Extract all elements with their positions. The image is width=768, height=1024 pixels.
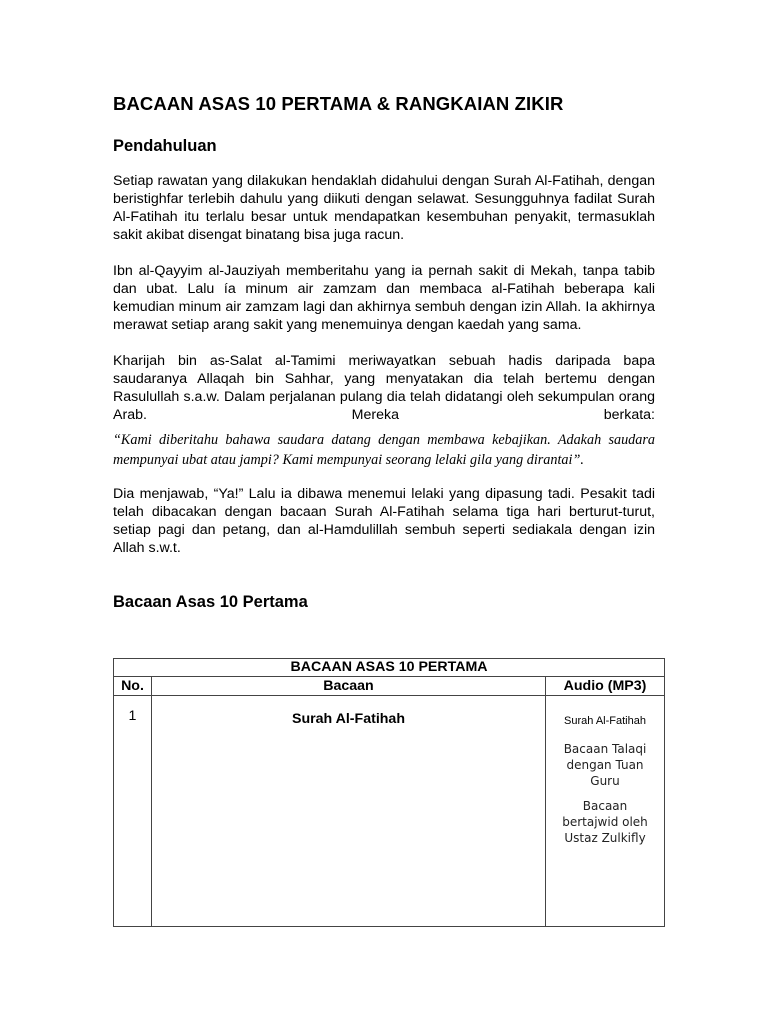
intro-paragraph-4: Dia menjawab, “Ya!” Lalu ia dibawa menemui lelaki yang dipasung tadi. Pesakit tadi telah dibacakan dengan bacaan Surah Al-Fatihah selama tiga hari berturut-turut, setiap pagi dan petang, dan al-Hamdulillah sembuh seperti sediakala dengan izin Allah s.w.t. bbox=[113, 486, 655, 556]
table-caption-row bbox=[114, 659, 665, 677]
table-caption: BACAAN ASAS 10 PERTAMA bbox=[114, 659, 665, 677]
table-header-row bbox=[114, 677, 665, 696]
intro-paragraph-1: Setiap rawatan yang dilakukan hendaklah didahului dengan Surah Al-Fatihah, dengan beristighfar terlebih dahulu yang diikuti dengan selawat. Sesungguhnya fadilat Surah Al-Fatihah itu terlalu besar untuk mendapatkan kesembuhan penyakit, termasuklah sakit akibat disengat binatang bisa juga racun. bbox=[113, 173, 655, 243]
header-audio: Audio (MP3) bbox=[546, 677, 665, 696]
row-bacaan-title: Surah Al-Fatihah bbox=[152, 696, 546, 927]
audio-note-talaqi[interactable]: Bacaan Talaqi dengan Tuan Guru bbox=[563, 742, 647, 788]
bacaan-section-heading: Bacaan Asas 10 Pertama bbox=[113, 593, 308, 611]
intro-paragraph-3: Kharijah bin as-Salat al-Tamimi meriwayatkan sebuah hadis daripada bapa saudaranya Allaqah bin Sahhar, yang menyatakan dia telah bertemu dengan Rasulullah s.a.w. Dalam perjalanan pulang dia telah didatangi oleh sekumpulan orang Arab. Mereka berkata: bbox=[113, 353, 655, 423]
hadith-quote: “Kami diberitahu bahawa saudara datang dengan membawa kebajikan. Adakah saudara mempunyai ubat atau jampi? Kami mempunyai seorang lelaki gila yang dirantai”. bbox=[113, 432, 655, 468]
row-number: 1 bbox=[114, 696, 152, 927]
audio-note-tajwid[interactable]: Bacaan bertajwid oleh Ustaz Zulkifly bbox=[562, 799, 648, 845]
bacaan-table bbox=[113, 658, 665, 927]
intro-paragraph-2: Ibn al-Qayyim al-Jauziyah memberitahu yang ia pernah sakit di Mekah, tanpa tabib dan ubat. Lalu ía minum air zamzam dan membaca al-Fatihah beberapa kali kemudian minum air zamzam lagi dan akhirnya sembuh dengan izin Allah. Ia akhirnya merawat setiap arang sakit yang menemuinya dengan kaedah yang sama. bbox=[113, 263, 655, 333]
table-row bbox=[114, 696, 665, 927]
audio-link-fatihah[interactable]: Surah Al-Fatihah bbox=[564, 715, 646, 727]
document-body bbox=[113, 92, 655, 613]
header-no: No. bbox=[114, 677, 152, 696]
document-title: BACAAN ASAS 10 PERTAMA & RANGKAIAN ZIKIR bbox=[113, 93, 564, 114]
intro-heading: Pendahuluan bbox=[113, 137, 217, 155]
row-audio-cell bbox=[546, 696, 665, 927]
header-bacaan: Bacaan bbox=[152, 677, 546, 696]
